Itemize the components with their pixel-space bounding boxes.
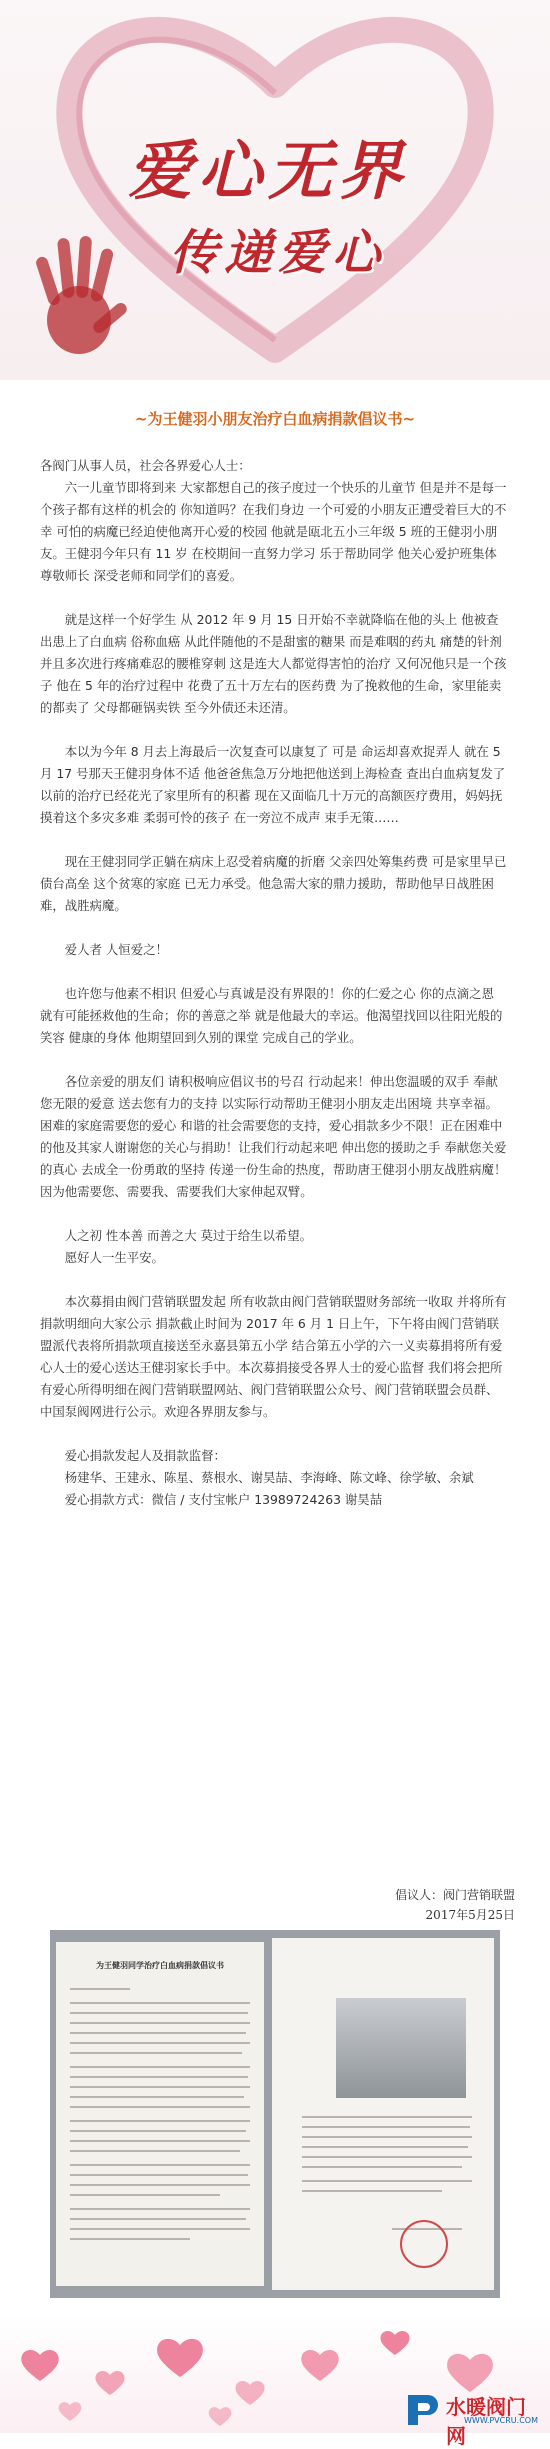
paragraph: 现在王健羽同学正躺在病床上忍受着病魔的折磨 父亲四处筹集药费 可是家里早已债台高垒 这个贫寒的家庭 已无力承受。他急需大家的鼎力援助，帮助他早日战胜困难，战胜病魔。 (40, 854, 507, 913)
signature-date: 2017年5月25日 (425, 1908, 515, 1922)
site-watermark-logo (404, 2391, 544, 2448)
bottom-hearts-decoration (0, 2315, 550, 2448)
paragraph: 就是这样一个好学生 从 2012 年 9 月 15 日开始不幸就降临在他的头上 他被查出患上了白血病 俗称血癌 从此伴随他的不是甜蜜的糖果 而是难咽的药丸 痛楚的针剂 并且多次进行疼痛难忍的腰椎穿刺 这是连大人都觉得害怕的治疗 又何况他只是一个孩子 他在 5 年的治疗过程中 花费了五十万左右的医药费 为了挽救他的生命，家里能卖的都卖了 父母都砸锅卖铁 至今外债还未还清。 (40, 612, 507, 715)
paragraph: 杨建华、王建永、陈星、蔡根水、谢昊喆、李海峰、陈文峰、徐学敏、余斌 (64, 1470, 474, 1485)
signature-initiator: 倡议人：阀门营销联盟 (394, 1888, 515, 1902)
paragraph: 愿好人一生平安。 (64, 1250, 164, 1265)
greeting: 各阀门从事人员，社会各界爱心人士： (40, 458, 251, 473)
watermark-name: 水暖阀门网 (446, 2395, 526, 2448)
banner-subtitle: 传递爱心 (170, 225, 387, 281)
document-left-page (56, 1942, 264, 2286)
banner-title: 爱心无界 (128, 134, 408, 209)
logo-icon (404, 2391, 444, 2427)
document-inner-photo (336, 1998, 466, 2098)
paragraph: 各位亲爱的朋友们 请积极响应倡议书的号召 行动起来！伸出您温暖的双手 奉献您无限的爱意 送去您有力的支持 以实际行动帮助王健羽小朋友走出困境 共享幸福。困难的家庭需要您的爱心 和谐的社会需要您的支持，爱心捐款多少不限！正在困难中的他及其家人谢谢您的关心与捐助！让我们行动起来吧 伸出您的援助之手 奉献您关爱的真心 去成全一份勇敢的坚持 传递一份生命的热度，帮助唐王健羽小朋友战胜病魔！因为他需要您、需要我、需要我们大家伸起双臂。 (40, 1074, 507, 1199)
paragraph: 人之初 性本善 而善之大 莫过于给生以希望。 (64, 1228, 313, 1243)
document-right-page (272, 1938, 494, 2290)
document-photo (50, 1930, 500, 2298)
document-photo-title: 为王健羽同学治疗白血病捐款倡议书 (96, 1961, 224, 1970)
paragraph: 也许您与他素不相识 但爱心与真诚是没有界限的！你的仁爱之心 你的点滴之恩 就有可能拯救他的生命；你的善意之举 就是他最大的幸运。他渴望找回以往阳光般的笑容 健康的身体 他期望回到久别的课堂 完成自己的学业。 (40, 986, 503, 1045)
handprint-icon (24, 228, 134, 368)
paragraph: 爱心捐款发起人及捐款监督： (64, 1448, 226, 1463)
letter-body (40, 455, 510, 1533)
paragraph: 爱人者 人恒爱之！ (64, 942, 168, 957)
red-seal-icon (400, 2220, 448, 2268)
watermark-url: WWW.PVCRU.COM (464, 2416, 538, 2425)
paragraph: 六一儿童节即将到来 大家都想自己的孩子度过一个快乐的儿童节 但是并不是每一个孩子都有这样的机会的 你知道吗？在我们身边 一个可爱的小朋友正遭受着巨大的不幸 可怕的病魔已经迫使他离开心爱的校园 他就是瓯北五小三年级 5 班的王健羽小朋友。王健羽今年只有 11 岁 在校期间一直努力学习 乐于帮助同学 他关心爱护班集体 尊敬师长 深受老师和同学们的喜爱。 (40, 480, 507, 583)
paragraph: 本次募捐由阀门营销联盟发起 所有收款由阀门营销联盟财务部统一收取 并将所有捐款明细向大家公示 捐款截止时间为 2017 年 6 月 1 日上午，下午将由阀门营销联盟派代表将所捐款项直接送至永嘉县第五小学 结合第五小学的六一义卖募捐将所有爱心人士的爱心送达王健羽家长手中。本次募捐接受各界人士的爱心监督 我们将会把所有爱心所得明细在阀门营销联盟网站、阀门营销联盟公众号、阀门营销联盟会员群、中国泵阀网进行公示。欢迎各界朋友参与。 (40, 1294, 507, 1419)
page-title: ~为王健羽小朋友治疗白血病捐款倡议书~ (134, 410, 416, 428)
hero-banner (0, 0, 550, 380)
signature (300, 1885, 515, 1925)
paragraph: 本以为今年 8 月去上海最后一次复查可以康复了 可是 命运却喜欢捉弄人 就在 5 月 17 号那天王健羽身体不适 他爸爸焦急万分地把他送到上海检查 查出白血病复发了 以前的治疗已经花光了家里所有的积蓄 现在又面临几十万元的高额医疗费用，妈妈抚摸着这个多灾多难 柔弱可怜的孩子 在一旁泣不成声 束手无策…… (40, 744, 506, 825)
paragraph: 爱心捐款方式：微信 / 支付宝帐户 13989724263 谢昊喆 (64, 1492, 383, 1507)
